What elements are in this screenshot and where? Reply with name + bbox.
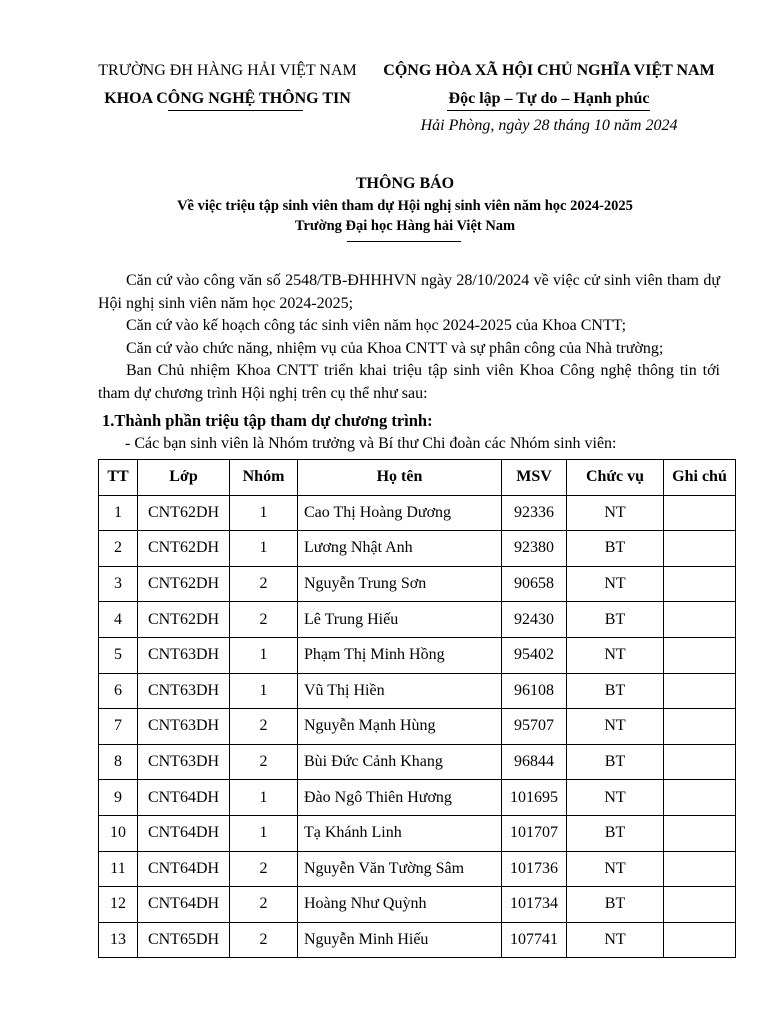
cell-group: 2: [230, 709, 298, 745]
cell-student-id: 92380: [502, 531, 567, 567]
cell-tt: 2: [99, 531, 138, 567]
cell-note: [664, 673, 736, 709]
cell-note: [664, 709, 736, 745]
cell-note: [664, 531, 736, 567]
cell-class: CNT64DH: [138, 815, 230, 851]
table-row: [99, 744, 736, 780]
cell-name: Cao Thị Hoàng Dương: [298, 495, 502, 531]
cell-name: Lương Nhật Anh: [298, 531, 502, 567]
cell-group: 2: [230, 887, 298, 923]
document-subtitle-2: Trường Đại học Hàng hải Việt Nam: [294, 218, 516, 234]
table-row: [99, 709, 736, 745]
title-underline: [347, 241, 461, 242]
cell-position: NT: [567, 566, 664, 602]
cell-position: NT: [567, 922, 664, 958]
cell-group: 1: [230, 815, 298, 851]
cell-tt: 10: [99, 815, 138, 851]
cell-note: [664, 744, 736, 780]
cell-student-id: 101707: [502, 815, 567, 851]
section-heading: 1.Thành phần triệu tập tham dự chương trình:: [102, 411, 433, 430]
paragraph-basis-3: Căn cứ vào chức năng, nhiệm vụ của Khoa CNTT và sự phân công của Nhà trường;: [126, 339, 664, 357]
cell-name: Lê Trung Hiếu: [298, 602, 502, 638]
table-row: [99, 851, 736, 887]
cell-group: 2: [230, 602, 298, 638]
cell-position: BT: [567, 887, 664, 923]
cell-tt: 13: [99, 922, 138, 958]
column-header-position: Chức vụ: [567, 460, 664, 496]
national-title: CỘNG HÒA XÃ HỘI CHỦ NGHĨA VIỆT NAM: [383, 62, 715, 79]
document-subtitle-1: Về việc triệu tập sinh viên tham dự Hội nghị sinh viên năm học 2024-2025: [177, 198, 633, 214]
cell-group: 1: [230, 531, 298, 567]
cell-student-id: 101695: [502, 780, 567, 816]
cell-name: Nguyễn Mạnh Hùng: [298, 709, 502, 745]
cell-class: CNT64DH: [138, 780, 230, 816]
cell-note: [664, 851, 736, 887]
cell-name: Bùi Đức Cảnh Khang: [298, 744, 502, 780]
table-row: [99, 815, 736, 851]
cell-position: BT: [567, 744, 664, 780]
cell-position: NT: [567, 851, 664, 887]
cell-name: Vũ Thị Hiền: [298, 673, 502, 709]
column-header-class: Lớp: [138, 460, 230, 496]
column-header-student-id: MSV: [502, 460, 567, 496]
table-row: [99, 566, 736, 602]
cell-tt: 3: [99, 566, 138, 602]
cell-class: CNT63DH: [138, 709, 230, 745]
national-motto: Độc lập – Tự do – Hạnh phúc: [448, 90, 650, 107]
paragraph-basis-2: Căn cứ vào kế hoạch công tác sinh viên năm học 2024-2025 của Khoa CNTT;: [126, 317, 627, 334]
paragraph-decision: Ban Chủ nhiệm Khoa CNTT triển khai triệu tập sinh viên Khoa Công nghệ thông tin tới tham dự chương trình Hội nghị trên cụ thể như sau:: [98, 362, 720, 402]
cell-position: BT: [567, 673, 664, 709]
cell-tt: 4: [99, 602, 138, 638]
cell-class: CNT62DH: [138, 531, 230, 567]
cell-position: NT: [567, 709, 664, 745]
table-row: [99, 531, 736, 567]
cell-class: CNT63DH: [138, 673, 230, 709]
cell-student-id: 95402: [502, 637, 567, 673]
section-description: - Các bạn sinh viên là Nhóm trưởng và Bí thư Chi đoàn các Nhóm sinh viên:: [125, 435, 617, 452]
cell-tt: 1: [99, 495, 138, 531]
cell-class: CNT62DH: [138, 602, 230, 638]
cell-tt: 5: [99, 637, 138, 673]
table-row: [99, 780, 736, 816]
cell-class: CNT63DH: [138, 744, 230, 780]
cell-student-id: 92430: [502, 602, 567, 638]
column-header-tt: TT: [99, 460, 138, 496]
cell-note: [664, 566, 736, 602]
cell-group: 1: [230, 495, 298, 531]
cell-position: NT: [567, 780, 664, 816]
cell-tt: 8: [99, 744, 138, 780]
faculty-underline: [168, 110, 303, 111]
cell-group: 1: [230, 673, 298, 709]
cell-name: Nguyễn Trung Sơn: [298, 566, 502, 602]
cell-tt: 9: [99, 780, 138, 816]
cell-group: 2: [230, 744, 298, 780]
cell-student-id: 101736: [502, 851, 567, 887]
document-body: [98, 270, 720, 455]
cell-group: 2: [230, 922, 298, 958]
faculty-name: KHOA CÔNG NGHỆ THÔNG TIN: [104, 90, 351, 107]
table-row: [99, 673, 736, 709]
table-row: [99, 602, 736, 638]
table-row: [99, 637, 736, 673]
cell-note: [664, 922, 736, 958]
cell-name: Hoàng Như Quỳnh: [298, 887, 502, 923]
motto-underline: [447, 110, 650, 111]
cell-student-id: 95707: [502, 709, 567, 745]
cell-note: [664, 887, 736, 923]
table-row: [99, 887, 736, 923]
cell-class: CNT64DH: [138, 887, 230, 923]
cell-name: Nguyễn Văn Tường Sâm: [298, 851, 502, 887]
cell-note: [664, 780, 736, 816]
table-row: [99, 495, 736, 531]
cell-class: CNT62DH: [138, 566, 230, 602]
paragraph-basis-1: Căn cứ vào công văn số 2548/TB-ĐHHHVN ngày 28/10/2024 về việc cử sinh viên tham dự Hội nghị sinh viên năm học 2024-2025;: [98, 272, 720, 312]
school-name: TRƯỜNG ĐH HÀNG HẢI VIỆT NAM: [98, 62, 357, 79]
cell-position: NT: [567, 495, 664, 531]
cell-class: CNT65DH: [138, 922, 230, 958]
table-body: [99, 495, 736, 958]
column-header-note: Ghi chú: [664, 460, 736, 496]
student-table: [98, 459, 736, 958]
cell-note: [664, 495, 736, 531]
cell-tt: 6: [99, 673, 138, 709]
cell-group: 1: [230, 780, 298, 816]
cell-class: CNT62DH: [138, 495, 230, 531]
column-header-name: Họ tên: [298, 460, 502, 496]
cell-group: 1: [230, 637, 298, 673]
cell-class: CNT64DH: [138, 851, 230, 887]
cell-position: BT: [567, 602, 664, 638]
table-header-row: [99, 460, 736, 496]
table-row: [99, 922, 736, 958]
cell-student-id: 90658: [502, 566, 567, 602]
cell-class: CNT63DH: [138, 637, 230, 673]
cell-name: Tạ Khánh Linh: [298, 815, 502, 851]
cell-note: [664, 637, 736, 673]
cell-note: [664, 602, 736, 638]
document-title: THÔNG BÁO: [355, 175, 455, 192]
cell-name: Phạm Thị Minh Hồng: [298, 637, 502, 673]
cell-name: Nguyễn Minh Hiếu: [298, 922, 502, 958]
cell-position: NT: [567, 637, 664, 673]
cell-student-id: 96844: [502, 744, 567, 780]
cell-note: [664, 815, 736, 851]
cell-position: BT: [567, 531, 664, 567]
cell-student-id: 92336: [502, 495, 567, 531]
cell-student-id: 96108: [502, 673, 567, 709]
cell-name: Đào Ngô Thiên Hương: [298, 780, 502, 816]
cell-group: 2: [230, 566, 298, 602]
cell-group: 2: [230, 851, 298, 887]
date-line: Hải Phòng, ngày 28 tháng 10 năm 2024: [420, 117, 678, 134]
column-header-group: Nhóm: [230, 460, 298, 496]
cell-student-id: 101734: [502, 887, 567, 923]
cell-tt: 7: [99, 709, 138, 745]
cell-student-id: 107741: [502, 922, 567, 958]
cell-position: BT: [567, 815, 664, 851]
cell-tt: 12: [99, 887, 138, 923]
cell-tt: 11: [99, 851, 138, 887]
